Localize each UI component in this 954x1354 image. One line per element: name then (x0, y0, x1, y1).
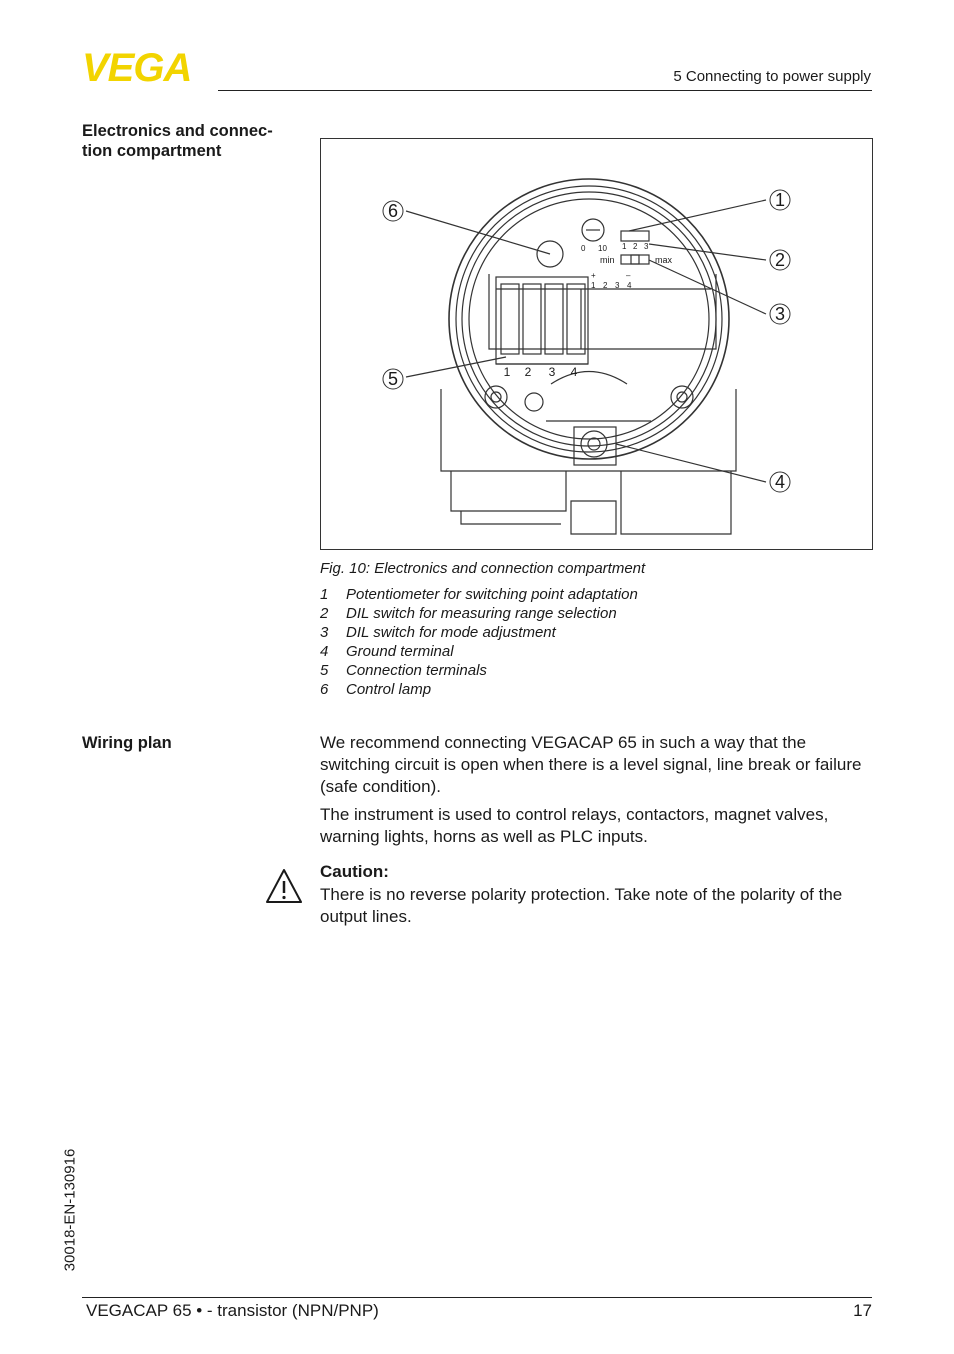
pot-scale-max: 10 (598, 244, 607, 253)
callout-2: 2 (774, 250, 786, 270)
mode-number: 2 (603, 281, 608, 290)
mode-number: 4 (627, 281, 632, 290)
caution-text: There is no reverse polarity protection. Take note of the polarity of the output lines. (320, 885, 843, 926)
section-title: 5 Connecting to power supply (673, 68, 871, 85)
electronics-heading: Electronics and connec- tion compartment (82, 122, 273, 160)
legend-item: 2 DIL switch for measuring range selection (320, 605, 617, 622)
footer-product: VEGACAP 65 • - transistor (NPN/PNP) (86, 1301, 379, 1320)
mode-number: 3 (615, 281, 620, 290)
callout-4: 4 (774, 472, 786, 492)
legend-item: 4 Ground terminal (320, 643, 454, 660)
page-number: 17 (853, 1301, 872, 1320)
wiring-paragraph-2: The instrument is used to control relays, contactors, magnet valves, warning lights, horns as well as PLC inputs. (320, 805, 829, 846)
terminal-number: 1 (503, 365, 511, 379)
dil-number: 3 (644, 242, 649, 251)
terminal-number: 2 (524, 365, 532, 379)
caution-title: Caution: (320, 862, 389, 881)
terminal-number: 3 (548, 365, 556, 379)
mode-min-label: min (600, 255, 615, 265)
terminal-number: 4 (570, 365, 578, 379)
warning-icon (265, 867, 303, 905)
callout-5: 5 (387, 369, 399, 389)
figure-electronics-compartment (320, 138, 873, 550)
document-id: 30018-EN-130916 (61, 1148, 79, 1272)
callout-1: 1 (774, 190, 786, 210)
dil-number: 2 (633, 242, 638, 251)
legend-item: 5 Connection terminals (320, 662, 487, 679)
electronics-drawing (321, 139, 874, 551)
header-rule (218, 90, 872, 91)
mode-max-label: max (655, 255, 673, 265)
legend-item: 3 DIL switch for mode adjustment (320, 624, 556, 641)
figure-legend (320, 585, 638, 699)
figure-caption: Fig. 10: Electronics and connection compartment (320, 560, 646, 577)
legend-item: 6 Control lamp (320, 681, 432, 698)
legend-item: 1 Potentiometer for switching point adaptation (320, 586, 638, 603)
mode-number: 1 (591, 281, 596, 290)
footer-rule (82, 1297, 872, 1298)
svg-text:VEGA: VEGA (82, 50, 192, 84)
callout-3: 3 (774, 304, 786, 324)
vega-logo (82, 50, 212, 84)
pot-scale-min: 0 (581, 244, 586, 253)
dil-number: 1 (622, 242, 627, 251)
mode-minus-label: – (626, 271, 631, 280)
callout-6: 6 (387, 201, 399, 221)
wiring-paragraph-1: We recommend connecting VEGACAP 65 in such a way that the switching circuit is open when there is a level signal, line break or failure (safe condition). (320, 733, 862, 796)
mode-plus-label: + (591, 271, 596, 280)
wiring-plan-heading: Wiring plan (82, 734, 172, 752)
